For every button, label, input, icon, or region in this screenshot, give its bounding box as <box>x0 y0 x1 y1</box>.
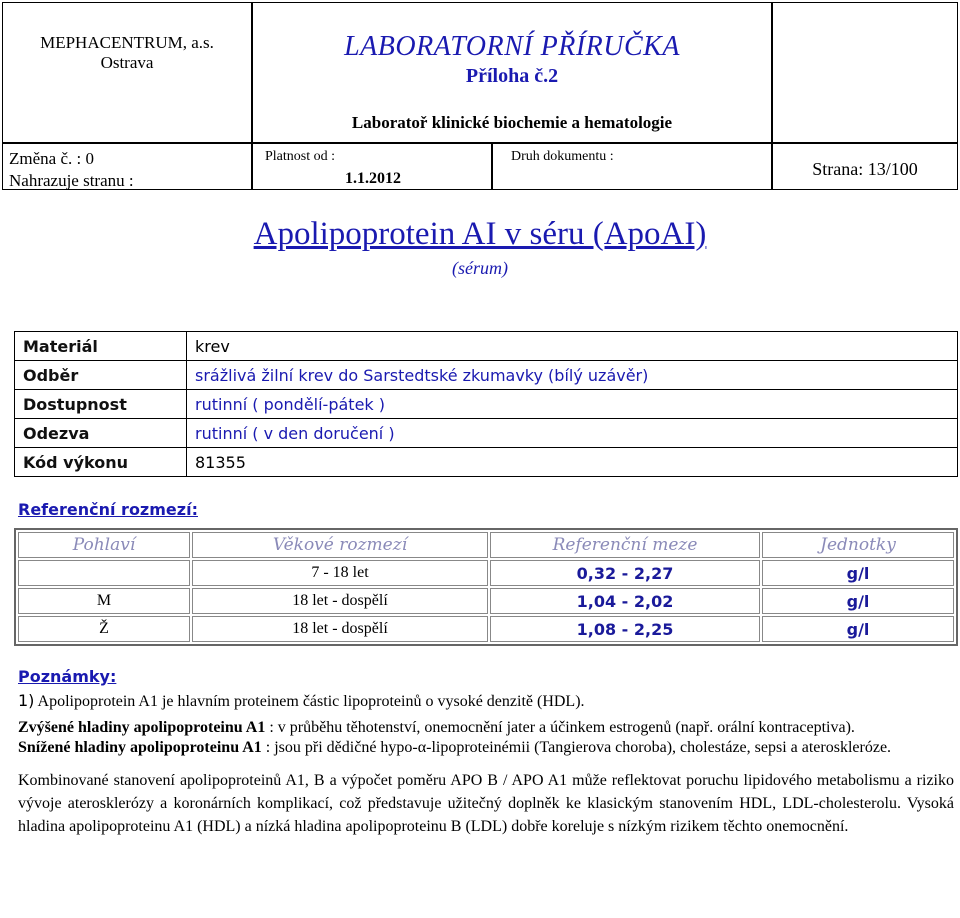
note-emphasis: Snížené hladiny apolipoproteinu A1 <box>18 739 262 756</box>
info-value: 81355 <box>187 448 958 477</box>
note-number: 1) <box>18 691 35 710</box>
reference-table <box>14 528 958 646</box>
note-3 <box>18 738 954 758</box>
change-number: Změna č. : 0 <box>9 149 94 168</box>
table-row <box>15 419 958 448</box>
note-text: Apolipoprotein A1 je hlavním proteinem částic lipoproteinů o vysoké denzitě (HDL). <box>34 693 585 710</box>
document-title: LABORATORNÍ PŘÍRUČKA <box>344 31 680 62</box>
range-cell: 0,32 - 2,27 <box>490 560 760 586</box>
reference-heading: Referenční rozmezí: <box>18 500 198 519</box>
sex-cell <box>18 560 190 586</box>
table-row <box>15 361 958 390</box>
validity-date: 1.1.2012 <box>345 170 401 187</box>
table-row <box>18 560 954 586</box>
age-cell: 7 - 18 let <box>192 560 488 586</box>
replaces-page: Nahrazuje stranu : <box>9 171 134 190</box>
table-row <box>15 390 958 419</box>
page-title: Apolipoprotein AI v séru (ApoAI) <box>253 216 707 252</box>
column-header: Jednotky <box>762 532 954 558</box>
range-cell: 1,08 - 2,25 <box>490 616 760 642</box>
info-value: rutinní ( v den doručení ) <box>187 419 958 448</box>
note-emphasis: Zvýšené hladiny apolipoproteinu A1 <box>18 719 266 736</box>
column-header: Věkové rozmezí <box>192 532 488 558</box>
note-text: : jsou při dědičné hypo-α-lipoproteinémii (Tangierova choroba), cholestáze, sepsi a ateroskleróze. <box>261 739 892 756</box>
range-cell: 1,04 - 2,02 <box>490 588 760 614</box>
validity-label: Platnost od : <box>265 149 336 164</box>
organization-city: Ostrava <box>100 53 154 72</box>
doc-type-label: Druh dokumentu : <box>511 149 614 164</box>
validity-cell <box>252 143 492 190</box>
info-label: Dostupnost <box>15 390 187 419</box>
page-subtitle: (sérum) <box>452 258 508 278</box>
sex-cell: Ž <box>18 616 190 642</box>
column-header: Pohlaví <box>18 532 190 558</box>
age-cell: 18 let - dospělí <box>192 616 488 642</box>
info-label: Odběr <box>15 361 187 390</box>
age-cell: 18 let - dospělí <box>192 588 488 614</box>
note-text: : v průběhu těhotenství, onemocnění jater a účinkem estrogenů (např. orální kontraceptiva). <box>265 719 855 736</box>
table-row <box>18 588 954 614</box>
table-row <box>15 448 958 477</box>
note-1 <box>18 691 954 712</box>
unit-cell: g/l <box>762 588 954 614</box>
unit-cell: g/l <box>762 616 954 642</box>
notes-body <box>18 691 954 838</box>
organization-name: MEPHACENTRUM, a.s. <box>40 33 214 52</box>
title-cell <box>252 2 772 143</box>
sex-cell: M <box>18 588 190 614</box>
page-number: Strana: 13/100 <box>772 143 958 190</box>
table-header-row <box>18 532 954 558</box>
change-cell <box>2 143 252 190</box>
doc-type-cell <box>492 143 772 190</box>
document-subtitle: Příloha č.2 <box>465 65 559 87</box>
test-info-table <box>14 331 958 477</box>
organization-cell <box>2 2 252 143</box>
column-header: Referenční meze <box>490 532 760 558</box>
info-label: Kód výkonu <box>15 448 187 477</box>
table-row <box>18 616 954 642</box>
info-label: Odezva <box>15 419 187 448</box>
info-label: Materiál <box>15 332 187 361</box>
note-4: Kombinované stanovení apolipoproteinů A1, B a výpočet poměru APO B / APO A1 může reflektovat poruchu lipidového metabolismu a riziko vývoje aterosklerózy a koronárních komplikací, což představuje užitečný doplněk ke klasickým stanovením HDL, LDL-cholesterolu. Vysoká hladina apolipoproteinu A1 (HDL) a nízká hladina apolipoproteinu B (LDL) dobře koreluje s nízkým rizikem těchto onemocnění. <box>18 772 954 835</box>
note-2 <box>18 718 954 738</box>
unit-cell: g/l <box>762 560 954 586</box>
info-value: krev <box>187 332 958 361</box>
table-row <box>15 332 958 361</box>
laboratory-name: Laboratoř klinické biochemie a hematologie <box>351 113 673 132</box>
notes-heading: Poznámky: <box>18 667 117 686</box>
document-header <box>2 2 958 190</box>
info-value: srážlivá žilní krev do Sarstedtské zkumavky (bílý uzávěr) <box>187 361 958 390</box>
empty-cell <box>772 2 958 143</box>
info-value: rutinní ( pondělí-pátek ) <box>187 390 958 419</box>
